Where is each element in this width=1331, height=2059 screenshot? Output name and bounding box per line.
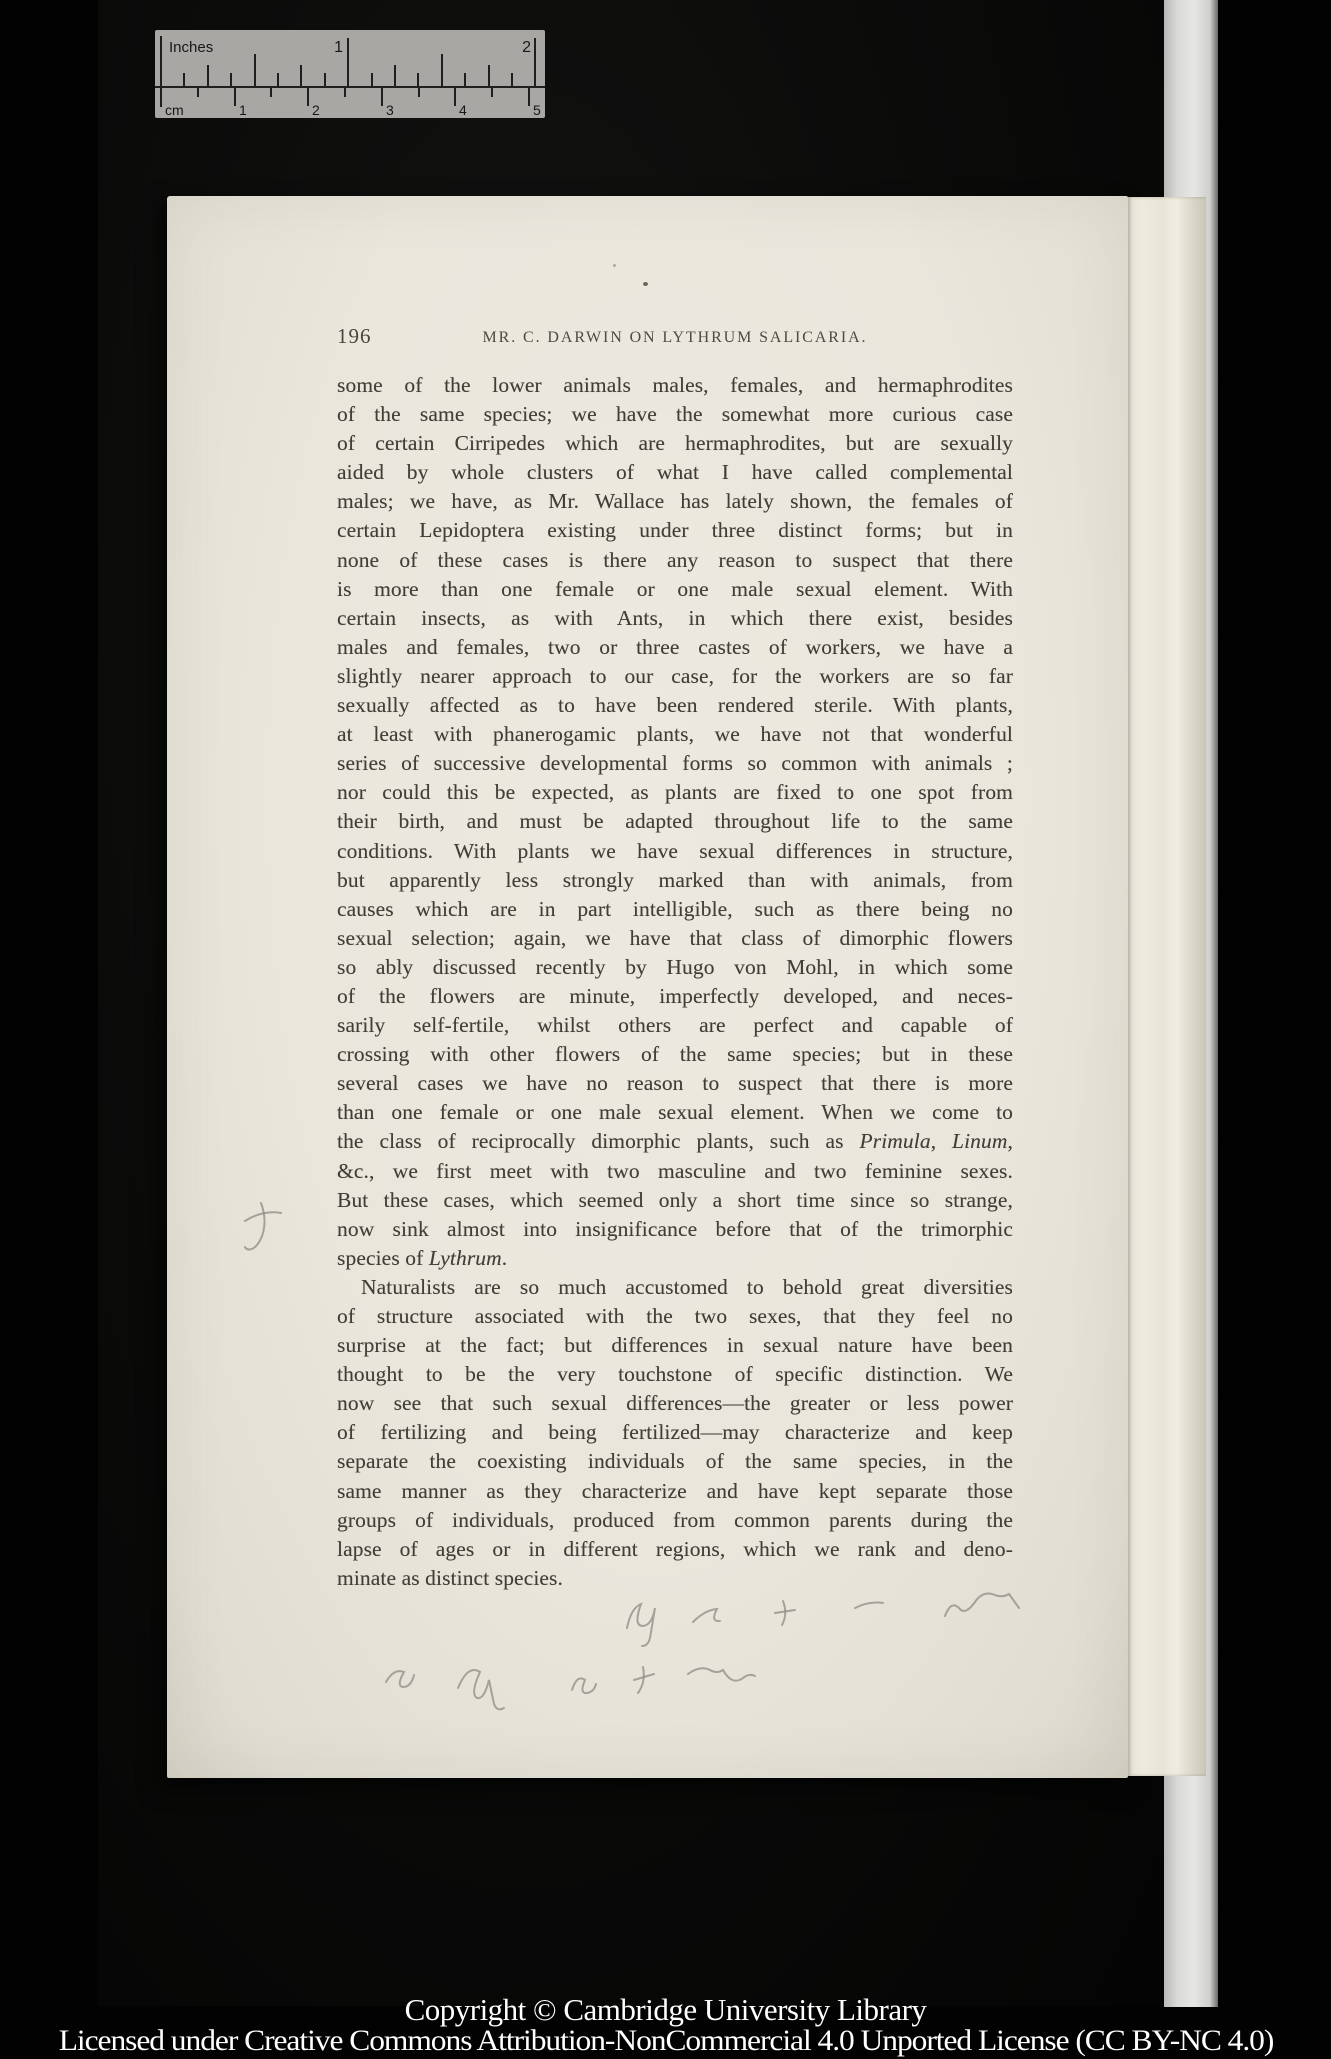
text-segment: same manner as they characterize and have kept separate those (337, 1478, 1013, 1503)
text-segment: Lythrum (428, 1245, 502, 1270)
text-segment: minate as distinct species. (337, 1565, 564, 1590)
text-segment: causes which are in part intelligible, such as there being no (337, 896, 1013, 921)
text-segment: . (501, 1245, 508, 1270)
text-segment: of certain Cirripedes which are hermaphrodites, but are sexually (337, 431, 1013, 456)
text-line (337, 691, 1013, 720)
text-segment: of the same species; we have the somewhat more curious case (337, 402, 1013, 427)
ruler-cm-number: 4 (459, 102, 467, 118)
license-line: Licensed under Creative Commons Attribution-NonCommercial 4.0 Unported License (CC BY-NC 4.0) (58, 2024, 1273, 2057)
text-segment: males; we have, as Mr. Wallace has lately shown, the females of (337, 489, 1013, 514)
text-segment: aided by whole clusters of what I have called complemental (337, 460, 1013, 485)
text-line (337, 1360, 1013, 1389)
text-segment: at least with phanerogamic plants, we have not that wonderful (337, 722, 1013, 747)
text-line (337, 1040, 1013, 1069)
text-segment: now see that such sexual differences—the greater or less power (337, 1391, 1013, 1416)
body-text (337, 371, 1013, 1593)
text-line (337, 1418, 1013, 1447)
text-line (337, 895, 1013, 924)
text-segment: species of (337, 1245, 429, 1270)
text-segment: none of these cases is there any reason to suspect that there (337, 547, 1013, 572)
text-segment: slightly nearer approach to our case, for the workers are so far (337, 663, 1013, 688)
text-line (337, 866, 1013, 895)
ruler-cm-label: cm (165, 102, 184, 118)
page-number: 196 (337, 324, 372, 348)
text-segment: sexually affected as to have been rendered sterile. With plants, (337, 693, 1013, 718)
text-line (337, 1447, 1013, 1476)
ruler-graphic (155, 30, 545, 118)
text-line (337, 575, 1013, 604)
text-line (337, 924, 1013, 953)
text-segment: certain insects, as with Ants, in which there exist, besides (337, 605, 1013, 630)
text-segment: of fertilizing and being fertilized—may characterize and keep (337, 1420, 1013, 1445)
text-segment: But these cases, which seemed only a short time since so strange, (337, 1187, 1013, 1212)
text-segment: several cases we have no reason to suspect that there is more (337, 1071, 1013, 1096)
text-line (337, 662, 1013, 691)
text-line (337, 633, 1013, 662)
text-line (337, 837, 1013, 866)
text-line (337, 1098, 1013, 1127)
pencil-annotation-1 (615, 1588, 1045, 1648)
text-line (337, 778, 1013, 807)
text-line (337, 1302, 1013, 1331)
pencil-margin-mark (237, 1191, 289, 1263)
text-segment: certain Lepidoptera existing under three distinct forms; but in (337, 518, 1013, 543)
copyright-line: Copyright © Cambridge University Library (404, 1992, 927, 2027)
text-segment: separate the coexisting individuals of the same species, in the (337, 1449, 1013, 1474)
text-line (337, 1069, 1013, 1098)
text-segment: now sink almost into insignificance before that of the trimorphic (337, 1216, 1013, 1241)
text-line (337, 1011, 1013, 1040)
text-line (337, 516, 1013, 545)
text-line (337, 807, 1013, 836)
ruler-cm-number: 5 (533, 102, 541, 118)
text-line (337, 1215, 1013, 1244)
text-segment: conditions. With plants we have sexual differences in structure, (337, 838, 1013, 863)
text-segment: Primula (859, 1129, 931, 1154)
text-line (337, 1506, 1013, 1535)
text-line (337, 1186, 1013, 1215)
ruler-cm-number: 1 (239, 102, 247, 118)
measurement-ruler (155, 30, 545, 118)
text-line (337, 720, 1013, 749)
text-line (337, 1273, 1013, 1302)
ruler-cm-number: 2 (312, 102, 320, 118)
text-segment: is more than one female or one male sexual element. With (337, 576, 1013, 601)
text-segment: thought to be the very touchstone of specific distinction. We (337, 1362, 1013, 1387)
text-line (337, 487, 1013, 516)
text-line (337, 1535, 1013, 1564)
pencil-annotation-2 (372, 1648, 812, 1718)
text-segment: lapse of ages or in different regions, which we rank and deno- (337, 1536, 1013, 1561)
text-segment: sarily self-fertile, whilst others are perfect and capable of (337, 1013, 1013, 1038)
page-fore-edge (1128, 197, 1206, 1776)
text-segment: so ably discussed recently by Hugo von Mohl, in which some (337, 954, 1013, 979)
text-line (337, 400, 1013, 429)
text-segment: Linum (952, 1129, 1008, 1154)
text-segment: groups of individuals, produced from common parents during the (337, 1507, 1013, 1532)
text-segment: &c., we first meet with two masculine and two feminine sexes. (337, 1158, 1013, 1183)
ruler-inches-label: Inches (169, 39, 214, 56)
text-segment: but apparently less strongly marked than with animals, from (337, 867, 1013, 892)
text-line (337, 458, 1013, 487)
ink-speck (643, 282, 648, 286)
ruler-inch-number: 1 (334, 39, 343, 56)
text-segment: than one female or one male sexual element. When we come to (337, 1100, 1013, 1125)
text-line (337, 546, 1013, 575)
text-line (337, 1244, 1013, 1273)
text-segment: some of the lower animals males, females, and hermaphrodites (337, 373, 1013, 397)
text-line (337, 371, 1013, 400)
ink-speck (613, 264, 616, 267)
text-line (337, 429, 1013, 458)
text-segment: of structure associated with the two sexes, that they feel no (337, 1304, 1013, 1328)
text-segment: series of successive developmental forms so common with animals ; (337, 751, 1013, 776)
text-segment: crossing with other flowers of the same species; but in these (337, 1042, 1013, 1067)
text-line (337, 982, 1013, 1011)
text-segment: , (1007, 1129, 1013, 1154)
text-line (337, 1157, 1013, 1186)
text-line (337, 1389, 1013, 1418)
text-segment: nor could this be expected, as plants are fixed to one spot from (337, 780, 1013, 805)
text-line (337, 1127, 1013, 1156)
book-page (167, 196, 1128, 1778)
text-segment: Naturalists are so much accustomed to behold great diversities (361, 1274, 1013, 1299)
text-line (337, 604, 1013, 633)
text-line (337, 1331, 1013, 1360)
text-segment: the class of reciprocally dimorphic plants, such as (337, 1129, 860, 1154)
text-line (337, 1477, 1013, 1506)
text-segment: surprise at the fact; but differences in sexual nature have been (337, 1333, 1013, 1358)
text-line (337, 749, 1013, 778)
text-segment: their birth, and must be adapted throughout life to the same (337, 809, 1013, 834)
text-segment: of the flowers are minute, imperfectly developed, and neces- (337, 983, 1013, 1008)
text-segment: males and females, two or three castes of workers, we have a (337, 634, 1013, 659)
ruler-inch-number: 2 (522, 39, 531, 56)
running-title: MR. C. DARWIN ON LYTHRUM SALICARIA. (482, 329, 868, 346)
text-line (337, 953, 1013, 982)
text-segment: sexual selection; again, we have that class of dimorphic flowers (337, 925, 1013, 950)
text-segment: , (930, 1129, 953, 1154)
ruler-cm-number: 3 (386, 102, 394, 118)
